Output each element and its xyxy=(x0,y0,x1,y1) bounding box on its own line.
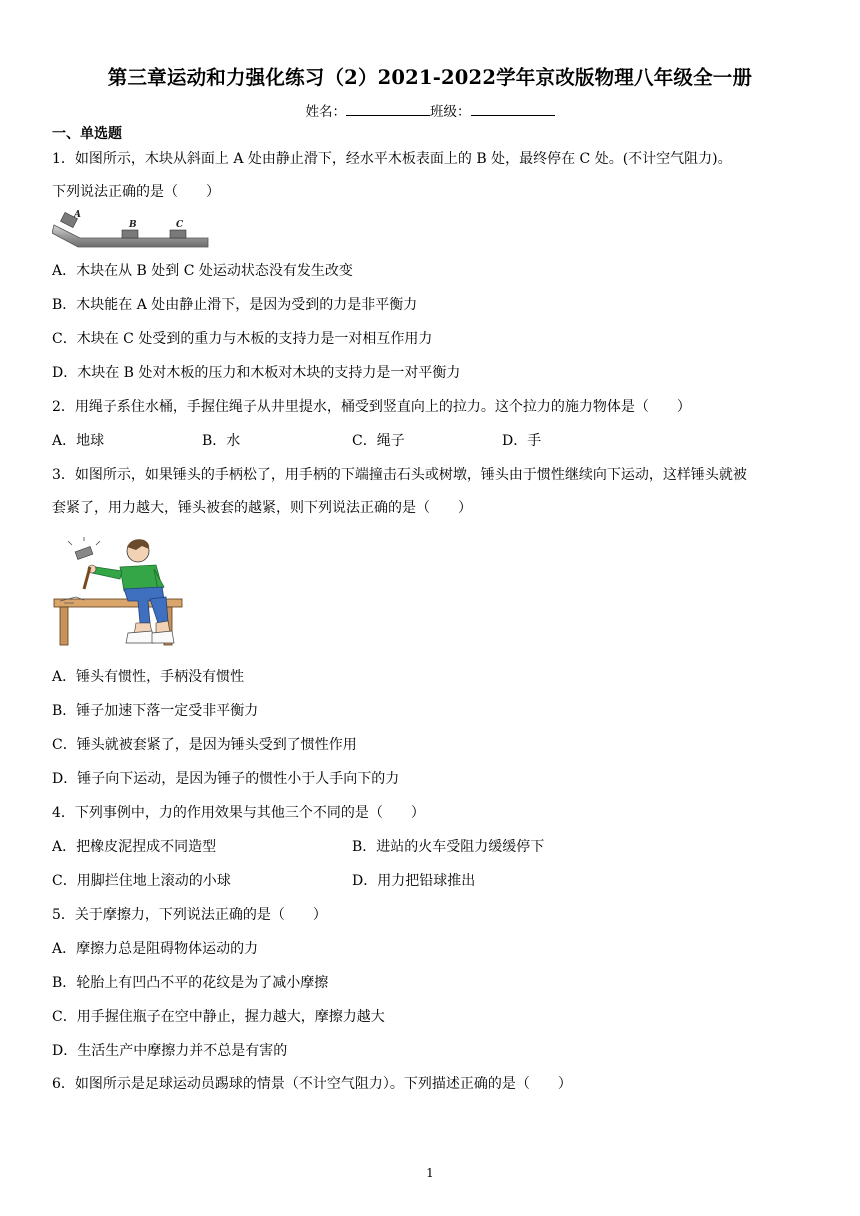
question-4-option-d[interactable]: D．用力把铅球推出 xyxy=(352,873,476,889)
question-5-option-d[interactable]: D．生活生产中摩擦力并不总是有害的 xyxy=(52,1043,288,1059)
document-title: 第三章运动和力强化练习（2）2021-2022学年京改版物理八年级全一册 xyxy=(107,66,753,89)
question-5-option-a[interactable]: A．摩擦力总是阻碍物体运动的力 xyxy=(52,941,259,957)
question-1-stem: 1．如图所示，木块从斜面上 A 处由静止滑下，经水平木板表面上的 B 处，最终停在 C 处。(不计空气阻力)。 xyxy=(52,151,732,167)
question-1-option-d[interactable]: D．木块在 B 处对木板的压力和木板对木块的支持力是一对平衡力 xyxy=(52,365,461,381)
question-2-option-b[interactable]: B．水 xyxy=(202,433,241,449)
question-4-option-b[interactable]: B．进站的火车受阻力缓缓停下 xyxy=(352,839,545,855)
section-heading: 一、单选题 xyxy=(52,126,122,142)
question-5-option-b[interactable]: B．轮胎上有凹凸不平的花纹是为了减小摩擦 xyxy=(52,975,329,991)
question-3-option-b[interactable]: B．锤子加速下落一定受非平衡力 xyxy=(52,703,259,719)
question-3-option-d[interactable]: D．锤子向下运动，是因为锤子的惯性小于人手向下的力 xyxy=(52,771,400,787)
figure-label-b: B xyxy=(129,220,137,230)
question-5-stem: 5．关于摩擦力，下列说法正确的是（ ） xyxy=(52,907,327,923)
question-2-stem: 2．用绳子系住水桶，手握住绳子从井里提水，桶受到竖直向上的拉力。这个拉力的施力物体是（ ） xyxy=(52,399,691,415)
hammer-man-figure xyxy=(52,537,188,649)
question-4-option-c[interactable]: C．用脚拦住地上滚动的小球 xyxy=(52,873,231,889)
figure-label-a: A xyxy=(74,210,81,220)
question-3-stem-cont: 套紧了，用力越大，锤头被套的越紧，则下列说法正确的是（ ） xyxy=(52,500,472,516)
student-info-row xyxy=(0,100,860,120)
name-blank[interactable] xyxy=(346,103,430,116)
question-1-stem-cont: 下列说法正确的是（ ） xyxy=(52,184,220,200)
page-number: 1 xyxy=(426,1166,434,1180)
question-1-option-a[interactable]: A．木块在从 B 处到 C 处运动状态没有发生改变 xyxy=(52,263,353,279)
class-label: 班级： xyxy=(430,104,471,120)
class-blank[interactable] xyxy=(471,103,555,116)
question-6-stem: 6．如图所示是足球运动员踢球的情景（不计空气阻力）。下列描述正确的是（ ） xyxy=(52,1076,572,1092)
question-5-option-c[interactable]: C．用手握住瓶子在空中静止，握力越大，摩擦力越大 xyxy=(52,1009,385,1025)
question-4-option-a[interactable]: A．把橡皮泥捏成不同造型 xyxy=(52,839,217,855)
name-label: 姓名： xyxy=(305,104,346,120)
question-1-option-b[interactable]: B．木块能在 A 处由静止滑下，是因为受到的力是非平衡力 xyxy=(52,297,418,313)
question-2-option-c[interactable]: C．绳子 xyxy=(352,433,405,449)
question-2-option-a[interactable]: A．地球 xyxy=(52,433,105,449)
question-3-option-a[interactable]: A．锤头有惯性，手柄没有惯性 xyxy=(52,669,245,685)
question-2-option-d[interactable]: D．手 xyxy=(502,433,542,449)
question-3-option-c[interactable]: C．锤头就被套紧了，是因为锤头受到了惯性作用 xyxy=(52,737,357,753)
figure-label-c: C xyxy=(176,220,184,230)
question-3-stem: 3．如图所示，如果锤头的手柄松了，用手柄的下端撞击石头或树墩，锤头由于惯性继续向下运动，这样锤头就被 xyxy=(52,467,747,483)
incline-block-figure xyxy=(52,205,212,249)
question-1-option-c[interactable]: C．木块在 C 处受到的重力与木板的支持力是一对相互作用力 xyxy=(52,331,433,347)
question-4-stem: 4．下列事例中，力的作用效果与其他三个不同的是（ ） xyxy=(52,805,425,821)
